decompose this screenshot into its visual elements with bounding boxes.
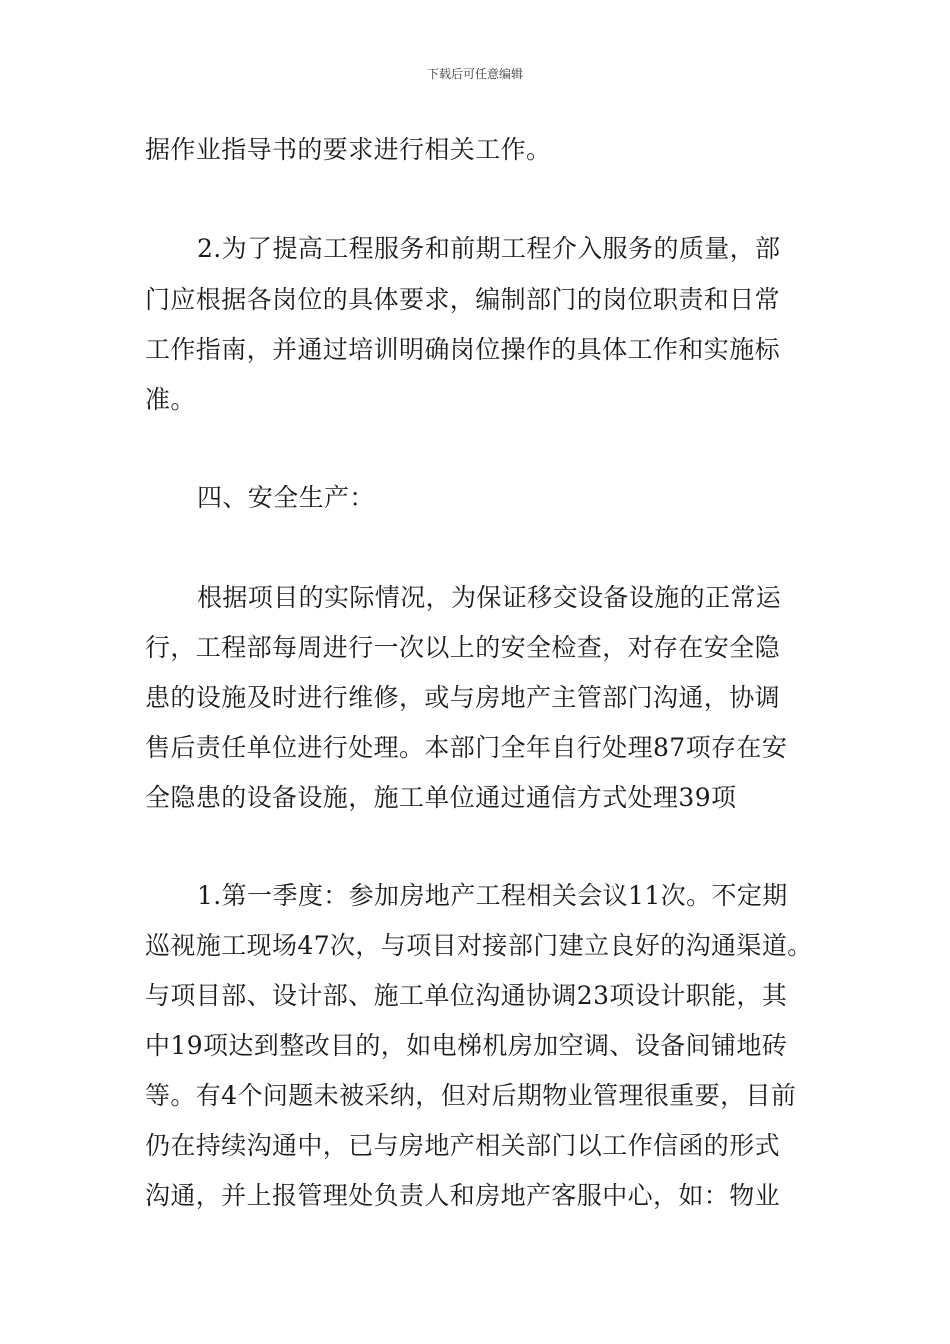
paragraph-4-line-7: 沟通，并上报管理处负责人和房地产客服中心，如：物业 bbox=[145, 1181, 781, 1210]
paragraph-3-line-2: 行，工程部每周进行一次以上的安全检查，对存在安全隐 bbox=[145, 633, 781, 662]
paragraph-4-line-5: 等。有4个问题未被采纳，但对后期物业管理很重要，目前 bbox=[145, 1081, 797, 1110]
paragraph-3-line-1: 根据项目的实际情况，为保证移交设备设施的正常运 bbox=[197, 583, 782, 612]
paragraph-2-line-4: 准。 bbox=[145, 385, 196, 414]
paragraph-3-line-4: 售后责任单位进行处理。本部门全年自行处理87项存在安 bbox=[145, 733, 788, 762]
paragraph-3-line-5: 全隐患的设备设施，施工单位通过通信方式处理39项 bbox=[145, 783, 737, 812]
paragraph-2-line-2: 门应根据各岗位的具体要求，编制部门的岗位职责和日常 bbox=[145, 285, 781, 314]
paragraph-4-line-3: 与项目部、设计部、施工单位沟通协调23项设计职能，其 bbox=[145, 981, 788, 1010]
paragraph-4-line-6: 仍在持续沟通中，已与房地产相关部门以工作信函的形式 bbox=[145, 1131, 781, 1160]
paragraph-4-line-2: 巡视施工现场47次，与项目对接部门建立良好的沟通渠道。 bbox=[145, 931, 813, 960]
paragraph-4-line-1: 1.第一季度：参加房地产工程相关会议11次。不定期 bbox=[197, 881, 788, 910]
paragraph-2-line-3: 工作指南，并通过培训明确岗位操作的具体工作和实施标 bbox=[145, 335, 781, 364]
paragraph-4-line-4: 中19项达到整改目的，如电梯机房加空调、设备间铺地砖 bbox=[145, 1031, 788, 1060]
section-heading: 四、安全生产： bbox=[197, 483, 375, 512]
paragraph-2-line-1: 2.为了提高工程服务和前期工程介入服务的质量，部 bbox=[197, 234, 781, 263]
page-header: 下载后可任意编辑 bbox=[426, 67, 523, 81]
paragraph-3-line-3: 患的设施及时进行维修，或与房地产主管部门沟通，协调 bbox=[145, 683, 781, 712]
paragraph-1-line-1: 据作业指导书的要求进行相关工作。 bbox=[145, 135, 552, 164]
